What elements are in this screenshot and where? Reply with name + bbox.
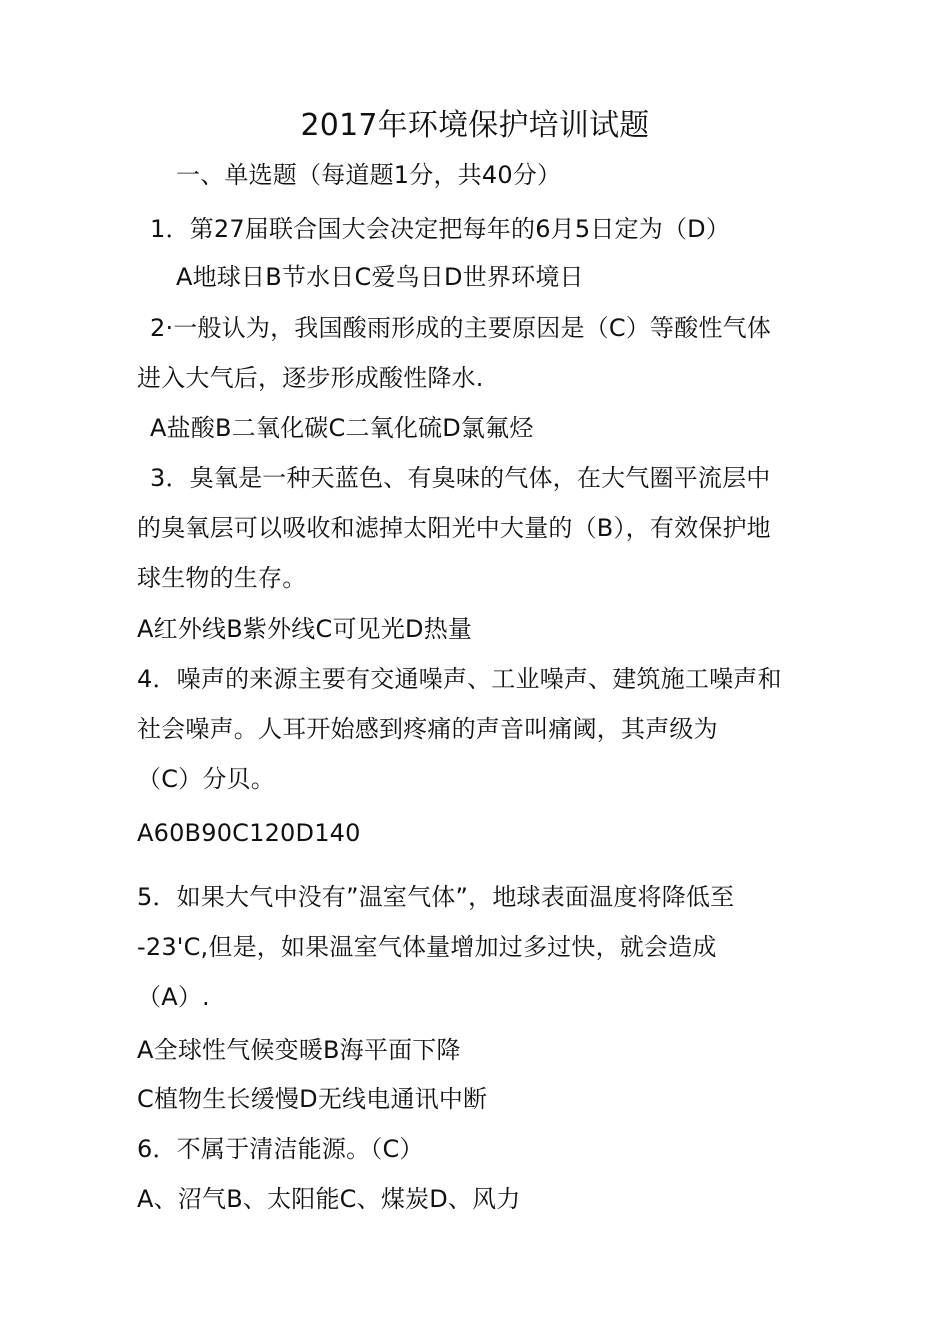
question-6-stem: 6．不属于清洁能源。（C） [137,1135,424,1163]
question-4-stem-line-2: 社会噪声。人耳开始感到疼痛的声音叫痛阈，其声级为 [137,715,718,743]
question-1-options: A地球日B节水日C爱鸟日D世界环境日 [176,263,584,291]
question-5-stem-line-2: -23'C,但是，如果温室气体量增加过多过快，就会造成 [137,933,717,961]
question-4-stem-line-1: 4．噪声的来源主要有交通噪声、工业噪声、建筑施工噪声和 [137,665,782,693]
question-5-options-line-1: A全球性气候变暖B海平面下降 [137,1036,461,1064]
question-2-stem-line-2: 进入大气后，逐步形成酸性降水. [137,364,484,392]
question-4-options: A60B90C120D140 [137,819,361,847]
question-2-options: A盐酸B二氧化碳C二氧化硫D氯氟烃 [150,414,534,442]
question-5-stem-line-3: （A）. [137,983,210,1011]
question-5-options-line-2: C植物生长缓慢D无线电通讯中断 [137,1085,488,1113]
question-3-options: A红外线B紫外线C可见光D热量 [137,615,473,643]
question-3-stem-line-2: 的臭氧层可以吸收和滤掉太阳光中大量的（B），有效保护地 [137,514,771,542]
question-4-stem-line-3: （C）分贝。 [137,765,275,793]
section-heading: 一、单选题（每道题1分，共40分） [176,161,562,189]
question-1-stem: 1．第27届联合国大会决定把每年的6月5日定为（D） [150,215,731,243]
page-title: 2017年环境保护培训试题 [300,108,650,143]
question-2-stem-line-1: 2·一般认为，我国酸雨形成的主要原因是（C）等酸性气体 [150,314,772,342]
question-6-options: A、沼气B、太阳能C、煤炭D、风力 [137,1185,521,1213]
question-3-stem-line-1: 3．臭氧是一种天蓝色、有臭味的气体，在大气圈平流层中 [150,464,771,492]
question-5-stem-line-1: 5．如果大气中没有”温室气体”，地球表面温度将降低至 [137,883,735,911]
question-3-stem-line-3: 球生物的生存。 [137,564,307,592]
